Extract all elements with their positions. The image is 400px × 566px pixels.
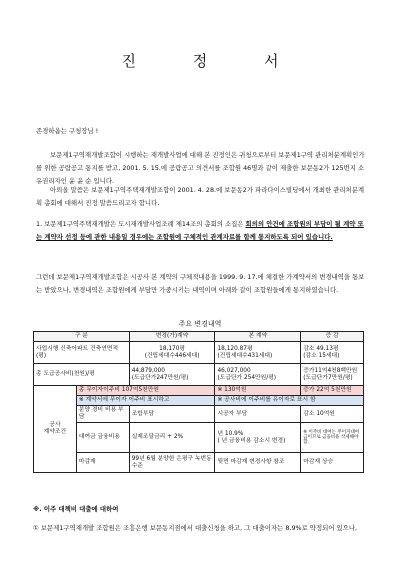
cell-after: 46,027,000 (도급단가 254만원/평)	[215, 364, 301, 386]
paragraph-2: 아뢰올 말씀은 보문제1구역주택재개발조합이 2001. 4. 28.에 보문동2가 파라다이스빌딩에서 개최한 관리처분계획 총회에 대해서 진정 말씀드리고자 합니다.	[36, 186, 365, 207]
header-category: 구 분	[34, 332, 130, 342]
row-label: 사업시행 신축아파트 건축연면적(평)	[34, 342, 130, 364]
cell-diff: 증가11억4천8백만원(도급단가7만원/평)	[301, 364, 364, 386]
group-label: 공사 계약조건	[34, 386, 77, 473]
cell-before: 총 무이자이주비 107억5천만원	[76, 386, 215, 396]
cell-before: 99년 6월 분양한 은평구 녹번동 수준	[129, 453, 215, 473]
header-diff: 증 감	[301, 332, 364, 342]
cell-diff: 감소 10억원	[301, 406, 364, 423]
cell-note-right: ※ 공사비에 이주비를 유이자로 표시 함	[215, 396, 364, 406]
header-after: 본 계약	[215, 332, 301, 342]
table-header-row	[34, 332, 364, 342]
cell-before: 실제조달금리 + 2%	[129, 423, 215, 453]
item-circle-1: ① 보문제1구역재개발 조합원은 조흥은행 보문동지점에서 대출신청을 하고, 그 대출이자는 8.9%로 약정되어 있으나,	[33, 524, 358, 532]
cell-after: 18,120.87평 (건립세대수431세대)	[215, 342, 301, 364]
cell-before: 18,170평 (건립세대수446세대)	[129, 342, 215, 364]
document-title: 진 정 서	[121, 52, 305, 70]
item-1-continued: 그런데 보문제1구역재개발조합은 시공사 본 계약의 구체적내용을 1999. 9. 17.에 체결한 가계약서의 변경내역을 통보는 받았으나, 변경내역은 조합원에게 부담만 가중시키는 내역이며 아래와 같이 조합원들에게 통지하였습니다.	[36, 273, 365, 294]
cell-before: 44,879,000 (도급단가247만원/평)	[129, 364, 215, 386]
greeting: 존경하옵는 구청장님 !	[36, 127, 99, 135]
cell-diff: 증가 22억 5천만원	[301, 386, 364, 396]
table-row	[34, 396, 364, 406]
row-label: 대여금 금융비용	[76, 423, 129, 453]
cell-diff: ※ 이주비 대여는 무이자대여금이므로 금융비용 삭제해야함.	[301, 423, 364, 453]
row-label: 총 도급공사비(천원)/평	[34, 364, 130, 386]
cell-before: 조합부담	[129, 406, 215, 423]
table-row	[34, 342, 364, 364]
table-row	[34, 364, 364, 386]
change-table	[33, 331, 364, 473]
cell-diff: 감소 49.13평 (감소 15세대)	[301, 342, 364, 364]
header-before: 변경(가)계약	[129, 332, 215, 342]
table-row	[34, 406, 364, 423]
item-1-emphasis: 회의의 안건에 조합원의 부담이 될 계약 또는 계약자 선정 등에 관한 내용일 경우에는 조합원에 구체적인 관계자료를 함께 통지하도록 되어 있습니다.	[36, 220, 364, 241]
table-row	[34, 386, 364, 396]
paragraph-1: 보문제1구역재개발조합이 시행하는 재개발사업에 대해 본 진정인은 귀청으로부터 보문제1구역 관리처분계획인가를 위한 공람공고 통지를 받고, 2001. 5. 15.에 공람공고 의견서를 조합원 46명과 같이 제출한 보문동2가 125번지 소유권리자인 윤 윤 순 입니다.	[36, 151, 365, 185]
section-title: ※. 이주 대책비 대출에 대하여	[33, 505, 119, 513]
cell-after: 뒷면 마감재 변경사항 참조	[215, 453, 301, 473]
table-row	[34, 453, 364, 473]
table-row	[34, 423, 364, 453]
table-caption: 주요 변경내역	[178, 320, 222, 328]
item-1-intro: 1. 보문제1구역주택재개발은 도시재개발사업조례 제14조의 총회의 소집은	[36, 220, 246, 228]
cell-after: 시공자 부담	[215, 406, 301, 423]
row-label: 마감재	[76, 453, 129, 473]
cell-note-left: ※ 계약서에 무이자 이주비 표시하고	[76, 396, 215, 406]
item-1	[36, 218, 366, 244]
cell-diff: 마감재 상승	[301, 453, 364, 473]
cell-after: 년 10.9% ( 년 금융비용 감소시 변경)	[215, 423, 301, 453]
row-label: 분양 경비 비용 부담	[76, 406, 129, 423]
cell-after: ※ 130억원	[215, 386, 301, 396]
